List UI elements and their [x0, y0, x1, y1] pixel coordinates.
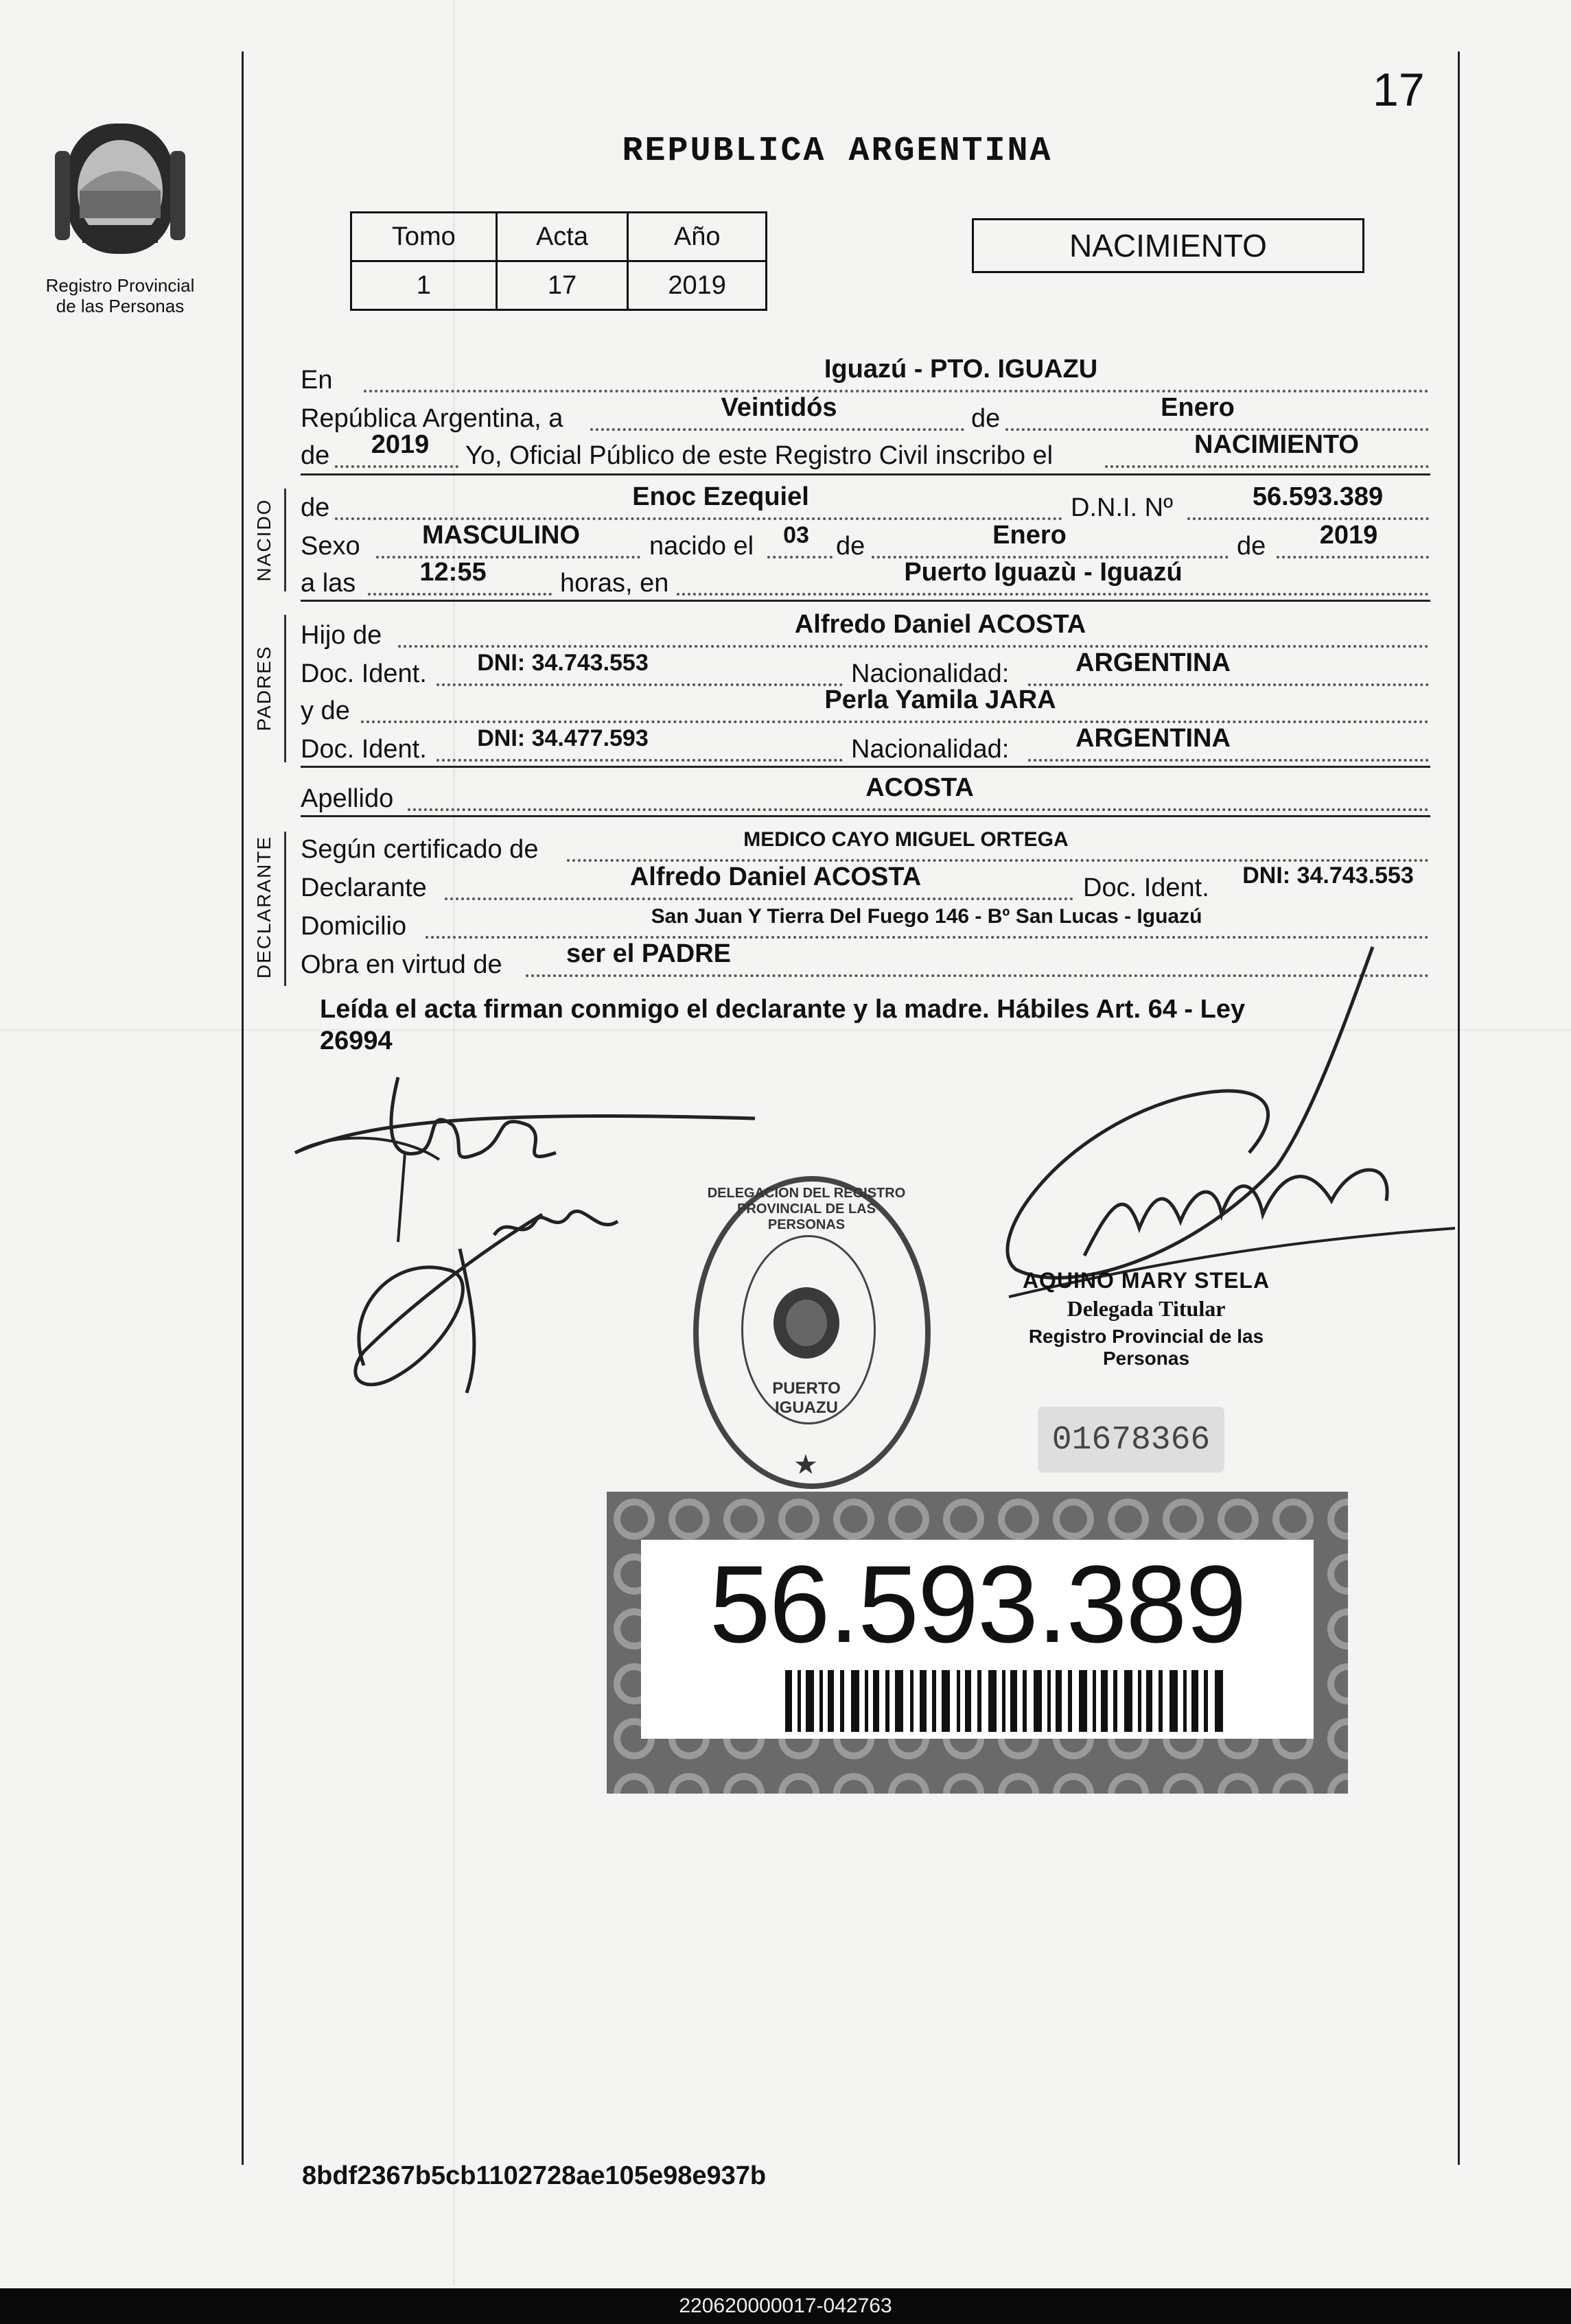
- stamp-emblem-icon: [769, 1282, 844, 1364]
- barcode-label: [607, 1492, 1348, 1794]
- logo-caption-line1: Registro Provincial: [45, 275, 195, 296]
- label-yo-inscribo: Yo, Oficial Público de este Registro Civil inscribo el: [465, 441, 1054, 470]
- value-hora: 12:55: [419, 558, 487, 587]
- label-doc-ident-madre: Doc. Ident.: [301, 735, 427, 764]
- value-mes: Enero: [1161, 393, 1235, 422]
- group-label-declarante: DECLARANTE: [253, 835, 275, 979]
- value-virtud: ser el PADRE: [566, 939, 732, 968]
- official-office: Registro Provincial de las Personas: [1028, 1326, 1264, 1369]
- label-en: En: [301, 366, 333, 395]
- label-de-anio: de: [301, 441, 330, 470]
- barcode-number: 56.593.389: [709, 1542, 1246, 1665]
- value-nac-anio: 2019: [1319, 521, 1378, 550]
- province-logo: [41, 110, 199, 316]
- group-label-nacido: NACIDO: [253, 498, 275, 582]
- label-domicilio: Domicilio: [301, 912, 407, 941]
- value-madre: Perla Yamila JARA: [824, 685, 1056, 714]
- logo-caption-line2: de las Personas: [56, 296, 185, 316]
- label-segun-certificado: Según certificado de: [301, 835, 539, 864]
- stamp-ring-text: DELEGACION DEL REGISTRO PROVINCIAL DE LAS PERSONAS: [707, 1186, 906, 1232]
- barcode-bars: [785, 1670, 1231, 1732]
- group-label-padres: PADRES: [253, 645, 275, 731]
- label-doc-ident-declarante: Doc. Ident.: [1083, 873, 1209, 902]
- closing-line1: Leída el acta firman conmigo el declarante y la madre. Hábiles Art. 64 - Ley: [320, 995, 1246, 1024]
- value-nac-mes: Enero: [992, 521, 1067, 550]
- label-de-nombre: de: [301, 493, 330, 522]
- value-padre-doc: DNI: 34.743.553: [477, 650, 649, 676]
- value-lugar: Iguazú - PTO. IGUAZU: [824, 355, 1098, 384]
- label-a-las: a las: [301, 569, 356, 598]
- official-signature: [988, 940, 1469, 1324]
- misiones-seal-icon: [41, 110, 199, 268]
- value-domicilio: San Juan Y Tierra Del Fuego 146 - Bº San Lucas - Iguazú: [651, 905, 1202, 928]
- label-declarante: Declarante: [301, 873, 427, 902]
- label-nacionalidad-madre: Nacionalidad:: [851, 735, 1010, 764]
- value-dni: 56.593.389: [1252, 482, 1384, 511]
- label-sexo: Sexo: [301, 532, 360, 561]
- group-rule-padres: [284, 615, 286, 762]
- label-republica: República Argentina, a: [301, 404, 563, 433]
- label-y-de: y de: [301, 696, 350, 725]
- tome-header-acta: Acta: [496, 213, 628, 261]
- label-obra-en-virtud: Obra en virtud de: [301, 950, 502, 979]
- label-nacionalidad-padre: Nacionalidad:: [851, 659, 1010, 688]
- label-hijo-de: Hijo de: [301, 621, 382, 650]
- tome-table: [350, 211, 767, 311]
- tome-value-acta: 17: [496, 261, 628, 310]
- document-hash: 8bdf2367b5cb1102728ae105e98e937b: [302, 2161, 767, 2190]
- label-nacido-el: nacido el: [649, 532, 754, 561]
- serial-stamp-number: 01678366: [1051, 1422, 1211, 1459]
- tome-value-anio: 2019: [628, 261, 767, 310]
- stamp-inner-text: PUERTO IGUAZU: [772, 1379, 841, 1417]
- value-anio: 2019: [371, 430, 430, 459]
- value-lugar-nac: Puerto Iguazù - Iguazú: [904, 558, 1183, 587]
- value-apellido: ACOSTA: [865, 773, 974, 802]
- value-certificado: MEDICO CAYO MIGUEL ORTEGA: [743, 828, 1069, 851]
- value-padre-nac: ARGENTINA: [1075, 648, 1231, 677]
- label-de-nac-anio: de: [1237, 532, 1266, 561]
- label-horas-en: horas, en: [560, 569, 669, 598]
- group-rule-nacido: [284, 489, 286, 591]
- value-padre: Alfredo Daniel ACOSTA: [794, 610, 1086, 639]
- label-dni-no: D.N.I. Nº: [1071, 493, 1173, 522]
- divider-2: [301, 600, 1430, 602]
- divider-4: [301, 815, 1430, 817]
- value-declarante: Alfredo Daniel ACOSTA: [629, 862, 922, 891]
- country-title: REPUBLICA ARGENTINA: [622, 132, 1053, 171]
- value-madre-doc: DNI: 34.477.593: [477, 725, 649, 751]
- tome-value-tomo: 1: [351, 261, 497, 310]
- tome-header-anio: Año: [628, 213, 767, 261]
- official-signature-block: [988, 1268, 1304, 1370]
- value-tipo: NACIMIENTO: [1194, 430, 1359, 459]
- group-rule-declarante: [284, 832, 286, 986]
- value-declarante-doc: DNI: 34.743.553: [1242, 862, 1414, 889]
- value-madre-nac: ARGENTINA: [1075, 724, 1231, 753]
- left-margin-line: [242, 51, 244, 2165]
- value-dia-texto: Veintidós: [721, 393, 837, 422]
- footer-id: 220620000017-042763: [679, 2294, 892, 2317]
- page-number: 17: [1373, 64, 1425, 116]
- label-apellido: Apellido: [301, 784, 394, 813]
- barcode-white-panel: [641, 1540, 1314, 1739]
- label-de-mes: de: [971, 404, 1001, 433]
- mother-signature: [336, 1173, 638, 1407]
- value-nac-dia: 03: [783, 522, 809, 548]
- tome-header-tomo: Tomo: [351, 213, 497, 261]
- footer-bar: [0, 2288, 1571, 2324]
- value-sexo: MASCULINO: [421, 521, 581, 550]
- acta-type-box: NACIMIENTO: [972, 218, 1364, 273]
- divider-1: [301, 473, 1430, 476]
- label-de-nac-mes: de: [836, 532, 865, 561]
- official-name: AQUINO MARY STELA: [1022, 1268, 1270, 1293]
- stamp-star-icon: ★: [793, 1450, 818, 1480]
- value-nombre: Enoc Ezequiel: [632, 482, 809, 511]
- official-role: Delegada Titular: [1067, 1296, 1226, 1321]
- closing-line2: 26994: [320, 1026, 393, 1055]
- label-doc-ident-padre: Doc. Ident.: [301, 659, 427, 688]
- divider-3: [301, 766, 1430, 768]
